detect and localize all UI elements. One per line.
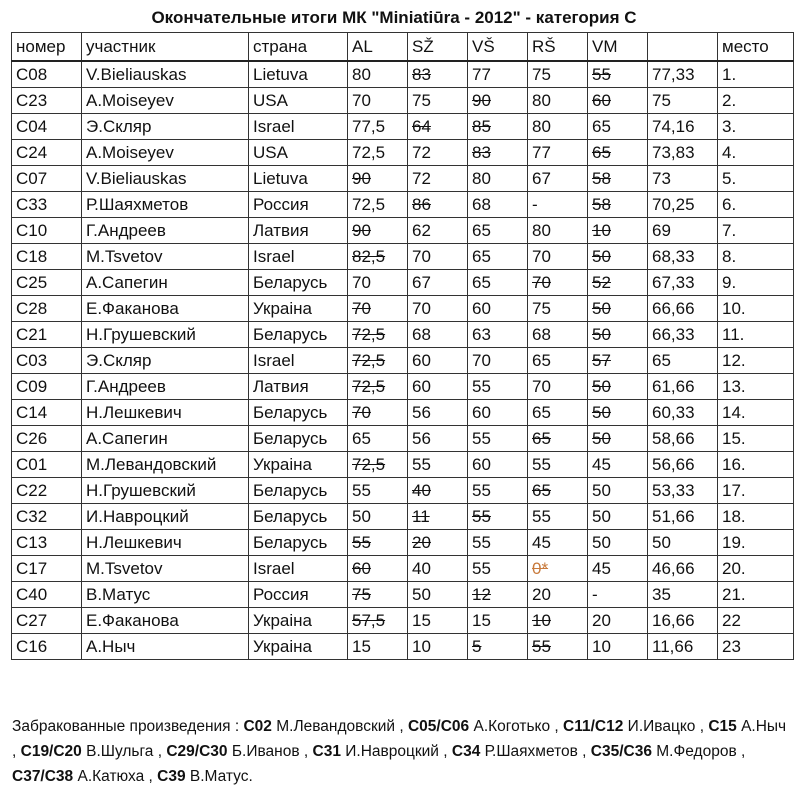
cell-vs: 55 (468, 478, 528, 504)
cell-vs: 55 (468, 426, 528, 452)
cell-country: Беларусь (249, 426, 348, 452)
cell-rs: 80 (528, 88, 588, 114)
rejected-works-note (12, 714, 792, 789)
cell-id: C33 (12, 192, 82, 218)
cell-al: 72,5 (348, 322, 408, 348)
rejected-code: C29/C30 (166, 743, 228, 760)
cell-vs: 55 (468, 530, 528, 556)
cell-vs: 60 (468, 296, 528, 322)
cell-vm: 50 (588, 244, 648, 270)
table-row (12, 504, 794, 530)
cell-rs: - (528, 192, 588, 218)
cell-place: 5. (718, 166, 794, 192)
table-row (12, 270, 794, 296)
table-row (12, 582, 794, 608)
cell-al: 77,5 (348, 114, 408, 140)
rejected-code: C19/C20 (20, 743, 82, 760)
cell-rs: 65 (528, 400, 588, 426)
cell-place: 19. (718, 530, 794, 556)
cell-rs: 55 (528, 634, 588, 660)
cell-id: C32 (12, 504, 82, 530)
cell-vs: 65 (468, 218, 528, 244)
cell-place: 7. (718, 218, 794, 244)
page-title (0, 8, 800, 28)
cell-vs: 12 (468, 582, 528, 608)
page-title-text: Окончательные итоги МК "Miniatiūra - 2012" - категория С (151, 8, 637, 27)
cell-al: 75 (348, 582, 408, 608)
cell-sz: 11 (408, 504, 468, 530)
cell-place: 16. (718, 452, 794, 478)
table-row (12, 218, 794, 244)
cell-sz: 70 (408, 244, 468, 270)
cell-id: C16 (12, 634, 82, 660)
cell-country: Israel (249, 114, 348, 140)
header-cell-average (648, 33, 718, 62)
cell-place: 12. (718, 348, 794, 374)
cell-al: 57,5 (348, 608, 408, 634)
cell-rs: 75 (528, 296, 588, 322)
cell-name: A.Moiseyev (82, 88, 249, 114)
cell-name: V.Bieliauskas (82, 166, 249, 192)
cell-country: Lietuva (249, 166, 348, 192)
cell-sz: 40 (408, 556, 468, 582)
cell-sz: 20 (408, 530, 468, 556)
rejected-code: C31 (312, 743, 341, 760)
cell-place: 22 (718, 608, 794, 634)
cell-rs: 80 (528, 218, 588, 244)
table-row (12, 192, 794, 218)
cell-id: C17 (12, 556, 82, 582)
cell-vm: 65 (588, 140, 648, 166)
cell-al: 70 (348, 270, 408, 296)
cell-sz: 72 (408, 140, 468, 166)
header-row (12, 33, 794, 62)
cell-vm: 10 (588, 634, 648, 660)
cell-id: C24 (12, 140, 82, 166)
cell-place: 3. (718, 114, 794, 140)
cell-sz: 68 (408, 322, 468, 348)
cell-sz: 64 (408, 114, 468, 140)
table-row (12, 634, 794, 660)
cell-vm: 50 (588, 504, 648, 530)
cell-place: 18. (718, 504, 794, 530)
cell-vs: 70 (468, 348, 528, 374)
cell-country: Беларусь (249, 530, 348, 556)
cell-vs: 63 (468, 322, 528, 348)
cell-id: C23 (12, 88, 82, 114)
cell-id: C04 (12, 114, 82, 140)
table-row (12, 166, 794, 192)
cell-rs: 80 (528, 114, 588, 140)
cell-country: Латвия (249, 218, 348, 244)
cell-id: C03 (12, 348, 82, 374)
cell-country: Россия (249, 192, 348, 218)
cell-place: 2. (718, 88, 794, 114)
cell-al: 55 (348, 478, 408, 504)
cell-avg: 68,33 (648, 244, 718, 270)
cell-vs: 60 (468, 400, 528, 426)
cell-avg: 69 (648, 218, 718, 244)
table-row (12, 322, 794, 348)
table-row (12, 140, 794, 166)
cell-rs: 65 (528, 348, 588, 374)
cell-vs: 55 (468, 374, 528, 400)
results-body (12, 61, 794, 660)
cell-al: 90 (348, 166, 408, 192)
cell-country: Беларусь (249, 504, 348, 530)
cell-sz: 55 (408, 452, 468, 478)
table-row (12, 478, 794, 504)
cell-al: 72,5 (348, 374, 408, 400)
cell-sz: 62 (408, 218, 468, 244)
cell-sz: 56 (408, 400, 468, 426)
cell-vs: 65 (468, 244, 528, 270)
cell-place: 6. (718, 192, 794, 218)
cell-name: Э.Скляр (82, 348, 249, 374)
rejected-author: Р.Шаяхметов , (480, 743, 591, 760)
table-row (12, 374, 794, 400)
cell-place: 9. (718, 270, 794, 296)
cell-avg: 50 (648, 530, 718, 556)
cell-vs: 65 (468, 270, 528, 296)
cell-name: А.Ныч (82, 634, 249, 660)
cell-al: 50 (348, 504, 408, 530)
cell-name: A.Moiseyev (82, 140, 249, 166)
cell-vm: 57 (588, 348, 648, 374)
cell-rs: 0* (528, 556, 588, 582)
cell-country: Украіна (249, 608, 348, 634)
cell-vm: 50 (588, 530, 648, 556)
cell-rs: 65 (528, 478, 588, 504)
cell-country: Украіна (249, 634, 348, 660)
cell-al: 70 (348, 88, 408, 114)
cell-avg: 77,33 (648, 61, 718, 88)
cell-name: Г.Андреев (82, 374, 249, 400)
cell-avg: 46,66 (648, 556, 718, 582)
rejected-author: А.Катюха , (73, 768, 158, 785)
cell-sz: 40 (408, 478, 468, 504)
cell-sz: 75 (408, 88, 468, 114)
rejected-code: C39 (157, 768, 186, 785)
cell-id: C18 (12, 244, 82, 270)
cell-id: C09 (12, 374, 82, 400)
cell-name: V.Bieliauskas (82, 61, 249, 88)
cell-name: И.Навроцкий (82, 504, 249, 530)
cell-vm: 65 (588, 114, 648, 140)
cell-place: 20. (718, 556, 794, 582)
cell-country: Lietuva (249, 61, 348, 88)
cell-vm: 50 (588, 322, 648, 348)
cell-id: C22 (12, 478, 82, 504)
cell-place: 1. (718, 61, 794, 88)
header-cell-al: AL (348, 33, 408, 62)
cell-vm: 20 (588, 608, 648, 634)
cell-al: 72,5 (348, 452, 408, 478)
cell-name: А.Сапегин (82, 270, 249, 296)
cell-avg: 66,66 (648, 296, 718, 322)
cell-vm: 45 (588, 452, 648, 478)
cell-al: 80 (348, 61, 408, 88)
rejected-code: C11/C12 (563, 718, 624, 735)
cell-name: Н.Грушевский (82, 322, 249, 348)
cell-place: 14. (718, 400, 794, 426)
rejected-author: И.Навроцкий , (340, 743, 452, 760)
cell-place: 4. (718, 140, 794, 166)
header-cell-rs: RŠ (528, 33, 588, 62)
table-row (12, 244, 794, 270)
cell-vm: 52 (588, 270, 648, 296)
table-row (12, 452, 794, 478)
cell-avg: 73,83 (648, 140, 718, 166)
cell-vm: 58 (588, 192, 648, 218)
cell-id: C07 (12, 166, 82, 192)
cell-al: 70 (348, 400, 408, 426)
cell-country: USA (249, 88, 348, 114)
cell-name: Г.Андреев (82, 218, 249, 244)
rejected-code: C15 (708, 718, 737, 735)
table-row (12, 608, 794, 634)
rejected-author: А.Ныч , (12, 718, 787, 760)
cell-name: Н.Грушевский (82, 478, 249, 504)
rejected-code: C02 (243, 718, 272, 735)
cell-name: А.Сапегин (82, 426, 249, 452)
cell-id: C27 (12, 608, 82, 634)
rejected-author: М.Левандовский , (271, 718, 408, 735)
cell-id: C01 (12, 452, 82, 478)
cell-vs: 90 (468, 88, 528, 114)
cell-name: Е.Факанова (82, 608, 249, 634)
cell-id: C10 (12, 218, 82, 244)
cell-country: Israel (249, 556, 348, 582)
cell-avg: 70,25 (648, 192, 718, 218)
cell-vm: 50 (588, 400, 648, 426)
cell-place: 17. (718, 478, 794, 504)
cell-country: USA (249, 140, 348, 166)
header-cell-vs: VŠ (468, 33, 528, 62)
cell-name: Р.Шаяхметов (82, 192, 249, 218)
cell-country: Беларусь (249, 400, 348, 426)
cell-country: Беларусь (249, 478, 348, 504)
cell-vm: 60 (588, 88, 648, 114)
cell-vs: 77 (468, 61, 528, 88)
rejected-author: В.Матус. (185, 768, 253, 785)
cell-rs: 70 (528, 374, 588, 400)
cell-avg: 61,66 (648, 374, 718, 400)
table-row (12, 114, 794, 140)
cell-country: Россия (249, 582, 348, 608)
cell-name: M.Tsvetov (82, 244, 249, 270)
header-cell-vm: VM (588, 33, 648, 62)
cell-sz: 50 (408, 582, 468, 608)
cell-place: 21. (718, 582, 794, 608)
cell-avg: 11,66 (648, 634, 718, 660)
cell-avg: 75 (648, 88, 718, 114)
cell-name: Н.Лешкевич (82, 400, 249, 426)
cell-sz: 67 (408, 270, 468, 296)
cell-country: Украіна (249, 452, 348, 478)
cell-sz: 56 (408, 426, 468, 452)
header-cell-participant: участник (82, 33, 249, 62)
cell-country: Israel (249, 244, 348, 270)
cell-country: Беларусь (249, 322, 348, 348)
cell-rs: 75 (528, 61, 588, 88)
cell-vs: 15 (468, 608, 528, 634)
cell-country: Беларусь (249, 270, 348, 296)
cell-vm: - (588, 582, 648, 608)
cell-sz: 60 (408, 348, 468, 374)
cell-place: 13. (718, 374, 794, 400)
cell-country: Israel (249, 348, 348, 374)
cell-al: 72,5 (348, 192, 408, 218)
cell-sz: 15 (408, 608, 468, 634)
cell-avg: 67,33 (648, 270, 718, 296)
cell-sz: 60 (408, 374, 468, 400)
cell-avg: 56,66 (648, 452, 718, 478)
rejected-author: И.Ивацко , (623, 718, 709, 735)
cell-rs: 20 (528, 582, 588, 608)
cell-al: 15 (348, 634, 408, 660)
cell-name: В.Матус (82, 582, 249, 608)
cell-vm: 50 (588, 426, 648, 452)
rejected-author: Б.Иванов , (227, 743, 313, 760)
cell-rs: 55 (528, 504, 588, 530)
cell-rs: 77 (528, 140, 588, 166)
cell-name: Э.Скляр (82, 114, 249, 140)
cell-name: Е.Факанова (82, 296, 249, 322)
rejected-code: C35/C36 (590, 743, 652, 760)
cell-sz: 83 (408, 61, 468, 88)
cell-avg: 66,33 (648, 322, 718, 348)
cell-rs: 45 (528, 530, 588, 556)
cell-place: 8. (718, 244, 794, 270)
cell-id: C14 (12, 400, 82, 426)
header-cell-country: страна (249, 33, 348, 62)
table-row (12, 530, 794, 556)
table-row (12, 348, 794, 374)
cell-id: C13 (12, 530, 82, 556)
cell-id: C28 (12, 296, 82, 322)
rejected-author: В.Шульга , (81, 743, 167, 760)
cell-id: C21 (12, 322, 82, 348)
cell-rs: 70 (528, 270, 588, 296)
cell-place: 23 (718, 634, 794, 660)
cell-vm: 10 (588, 218, 648, 244)
table-row (12, 400, 794, 426)
cell-avg: 65 (648, 348, 718, 374)
cell-vm: 50 (588, 478, 648, 504)
cell-vs: 60 (468, 452, 528, 478)
cell-sz: 70 (408, 296, 468, 322)
cell-sz: 86 (408, 192, 468, 218)
cell-rs: 10 (528, 608, 588, 634)
cell-vm: 50 (588, 296, 648, 322)
cell-al: 70 (348, 296, 408, 322)
cell-al: 55 (348, 530, 408, 556)
cell-name: Н.Лешкевич (82, 530, 249, 556)
cell-id: C08 (12, 61, 82, 88)
cell-place: 10. (718, 296, 794, 322)
cell-al: 65 (348, 426, 408, 452)
header-cell-number: номер (12, 33, 82, 62)
cell-al: 90 (348, 218, 408, 244)
cell-vs: 80 (468, 166, 528, 192)
cell-place: 15. (718, 426, 794, 452)
cell-avg: 60,33 (648, 400, 718, 426)
cell-vm: 55 (588, 61, 648, 88)
note-prefix: Забракованные произведения : (12, 718, 244, 735)
cell-name: M.Tsvetov (82, 556, 249, 582)
cell-avg: 51,66 (648, 504, 718, 530)
results-table (11, 32, 794, 660)
rejected-author: М.Федоров , (651, 743, 746, 760)
cell-vs: 85 (468, 114, 528, 140)
header-cell-sz: SŽ (408, 33, 468, 62)
cell-sz: 72 (408, 166, 468, 192)
table-row (12, 61, 794, 88)
cell-avg: 74,16 (648, 114, 718, 140)
cell-vs: 5 (468, 634, 528, 660)
cell-avg: 73 (648, 166, 718, 192)
cell-sz: 10 (408, 634, 468, 660)
cell-place: 11. (718, 322, 794, 348)
cell-avg: 35 (648, 582, 718, 608)
cell-vm: 58 (588, 166, 648, 192)
rejected-author: А.Коготько , (469, 718, 564, 735)
cell-al: 72,5 (348, 140, 408, 166)
rejected-code: C05/C06 (407, 718, 470, 735)
cell-country: Латвия (249, 374, 348, 400)
cell-rs: 70 (528, 244, 588, 270)
cell-id: C25 (12, 270, 82, 296)
cell-vs: 83 (468, 140, 528, 166)
table-row (12, 88, 794, 114)
cell-rs: 55 (528, 452, 588, 478)
cell-al: 60 (348, 556, 408, 582)
cell-al: 82,5 (348, 244, 408, 270)
cell-avg: 58,66 (648, 426, 718, 452)
cell-vs: 68 (468, 192, 528, 218)
cell-avg: 16,66 (648, 608, 718, 634)
cell-vm: 50 (588, 374, 648, 400)
table-row (12, 296, 794, 322)
header-cell-place: место (718, 33, 794, 62)
cell-al: 72,5 (348, 348, 408, 374)
cell-id: C40 (12, 582, 82, 608)
cell-rs: 68 (528, 322, 588, 348)
cell-avg: 53,33 (648, 478, 718, 504)
cell-vs: 55 (468, 504, 528, 530)
cell-vs: 55 (468, 556, 528, 582)
cell-vm: 45 (588, 556, 648, 582)
cell-id: C26 (12, 426, 82, 452)
rejected-code: C37/C38 (12, 768, 74, 785)
table-row (12, 426, 794, 452)
cell-country: Украіна (249, 296, 348, 322)
rejected-code: C34 (451, 743, 481, 760)
table-row (12, 556, 794, 582)
cell-rs: 65 (528, 426, 588, 452)
cell-rs: 67 (528, 166, 588, 192)
cell-name: М.Левандовский (82, 452, 249, 478)
